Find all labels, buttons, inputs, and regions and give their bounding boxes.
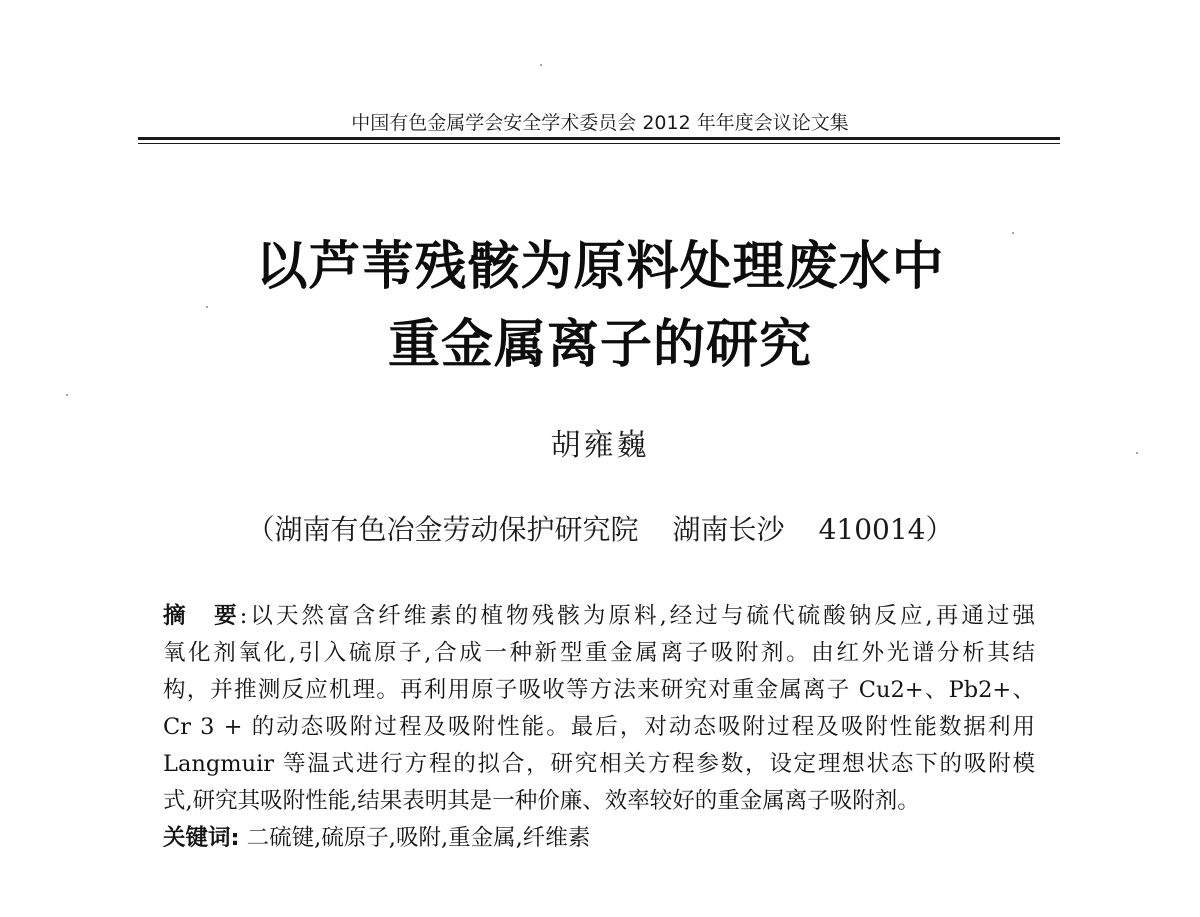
scan-speck	[206, 306, 208, 308]
affiliation-institution: （湖南有色冶金劳动保护研究院	[246, 513, 639, 546]
keywords	[163, 820, 1035, 857]
title-line-2: 重金属离子的研究	[387, 315, 812, 375]
abstract-line-1	[163, 598, 1035, 635]
author-affiliation	[100, 508, 1100, 548]
abstract-line-4: Cr 3 + 的动态吸附过程及吸附性能。最后，对动态吸附过程及吸附性能数据利用	[163, 714, 1035, 740]
scan-speck	[1136, 452, 1138, 454]
abstract-line-6: 式,研究其吸附性能,结果表明其是一种价廉、效率较好的重金属离子吸附剂。	[163, 788, 920, 814]
abstract-label: 摘 要	[163, 603, 240, 629]
scan-speck	[1012, 232, 1014, 234]
paper-title	[100, 228, 1100, 384]
scan-speck	[66, 394, 68, 396]
header-rule-thin	[138, 143, 1060, 144]
scan-speck	[540, 64, 542, 66]
abstract-text-1: :以天然富含纤维素的植物残骸为原料,经过与硫代硫酸钠反应,再通过强	[239, 603, 1035, 629]
abstract	[163, 598, 1035, 820]
running-header: 中国有色金属学会安全学术委员会 2012 年年度会议论文集	[351, 112, 849, 134]
author-name: 胡雍巍	[550, 428, 650, 463]
abstract-line-2: 氧化剂氧化,引入硫原子,合成一种新型重金属离子吸附剂。由红外光谱分析其结	[163, 640, 1035, 666]
affiliation-postcode: 410014）	[818, 513, 954, 546]
title-line-1: 以芦苇残骸为原料处理废水中	[255, 237, 945, 297]
abstract-line-5: Langmuir 等温式进行方程的拟合，研究相关方程参数，设定理想状态下的吸附模	[163, 751, 1035, 777]
abstract-line-3: 构，并推测反应机理。再利用原子吸收等方法来研究对重金属离子 Cu2+、Pb2+、	[163, 677, 1035, 703]
keywords-label: 关键词:	[163, 825, 240, 851]
affiliation-city: 湖南长沙	[672, 513, 785, 546]
header-rule-thick	[138, 137, 1060, 140]
keywords-text: 二硫键,硫原子,吸附,重金属,纤维素	[239, 825, 591, 851]
